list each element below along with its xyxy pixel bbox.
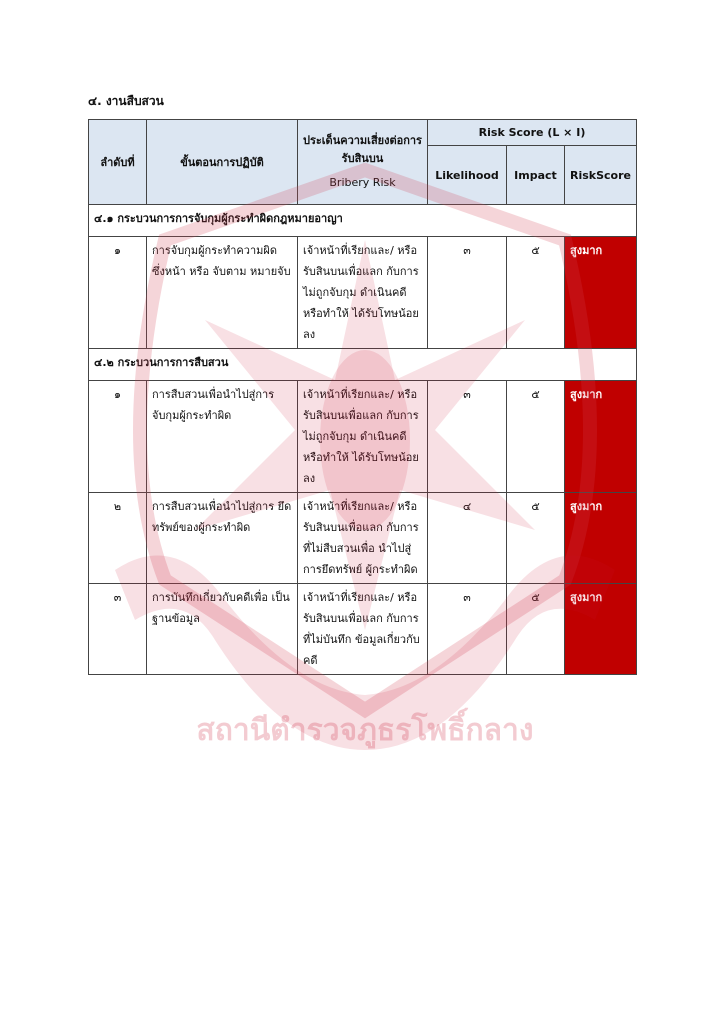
header-risk-issue: [298, 120, 428, 205]
table-row: [89, 584, 637, 675]
header-procedure: ขั้นตอนการปฏิบัติ: [147, 120, 298, 205]
cell-risk: เจ้าหน้าที่เรียกและ/ หรือรับสินบนเพื่อแลก กับการไม่ถูกจับกุม ดำเนินคดี หรือทำให้ ได้รับโทษน้อยลง: [298, 237, 428, 349]
cell-impact: ๕: [507, 493, 565, 584]
section-title: ๔.๒ กระบวนการการสืบสวน: [89, 349, 637, 381]
risk-level-badge: สูงมาก: [565, 237, 637, 349]
header-order: ลำดับที่: [89, 120, 147, 205]
cell-procedure: การสืบสวนเพื่อนำไปสู่การ จับกุมผู้กระทำผิด: [147, 381, 298, 493]
header-likelihood: Likelihood: [428, 146, 507, 205]
bribery-risk-table: [88, 119, 637, 675]
cell-risk: เจ้าหน้าที่เรียกและ/ หรือรับสินบนเพื่อแลก กับการที่ไม่บันทึก ข้อมูลเกี่ยวกับคดี: [298, 584, 428, 675]
table-row: [89, 493, 637, 584]
cell-likelihood: ๓: [428, 381, 507, 493]
cell-procedure: การจับกุมผู้กระทำความผิด ซึ่งหน้า หรือ จับตาม หมายจับ: [147, 237, 298, 349]
header-risk-issue-th: ประเด็นความเสี่ยงต่อการรับสินบน: [303, 134, 422, 165]
watermark-text: สถานีตำรวจภูธรโพธิ์กลาง: [196, 713, 534, 748]
cell-impact: ๕: [507, 237, 565, 349]
cell-procedure: การบันทึกเกี่ยวกับคดีเพื่อ เป็นฐานข้อมูล: [147, 584, 298, 675]
header-riskscore: RiskScore: [565, 146, 637, 205]
cell-likelihood: ๓: [428, 584, 507, 675]
cell-likelihood: ๓: [428, 237, 507, 349]
cell-procedure: การสืบสวนเพื่อนำไปสู่การ ยึดทรัพย์ของผู้กระทำผิด: [147, 493, 298, 584]
cell-impact: ๕: [507, 381, 565, 493]
page-title: ๔. งานสืบสวน: [88, 94, 164, 108]
table-row: [89, 237, 637, 349]
header-impact: Impact: [507, 146, 565, 205]
risk-level-badge: สูงมาก: [565, 584, 637, 675]
cell-impact: ๕: [507, 584, 565, 675]
cell-likelihood: ๔: [428, 493, 507, 584]
risk-level-badge: สูงมาก: [565, 493, 637, 584]
cell-order: ๓: [89, 584, 147, 675]
cell-risk: เจ้าหน้าที่เรียกและ/ หรือรับสินบนเพื่อแลก กับการที่ไม่สืบสวนเพื่อ นำไปสู่การยึดทรัพย์ ผู้กระทำผิด: [298, 493, 428, 584]
risk-level-badge: สูงมาก: [565, 381, 637, 493]
cell-order: ๑: [89, 237, 147, 349]
section-row: [89, 205, 637, 237]
header-risk-score-group: Risk Score (L × I): [428, 120, 637, 146]
cell-order: ๑: [89, 381, 147, 493]
cell-order: ๒: [89, 493, 147, 584]
cell-risk: เจ้าหน้าที่เรียกและ/ หรือรับสินบนเพื่อแลก กับการไม่ถูกจับกุม ดำเนินคดี หรือทำให้ ได้รับโทษน้อยลง: [298, 381, 428, 493]
section-row: [89, 349, 637, 381]
header-row-1: [89, 120, 637, 146]
header-risk-issue-en: Bribery Risk: [329, 176, 396, 189]
table-row: [89, 381, 637, 493]
section-title: ๔.๑ กระบวนการการจับกุมผู้กระทำผิดกฎหมายอาญา: [89, 205, 637, 237]
